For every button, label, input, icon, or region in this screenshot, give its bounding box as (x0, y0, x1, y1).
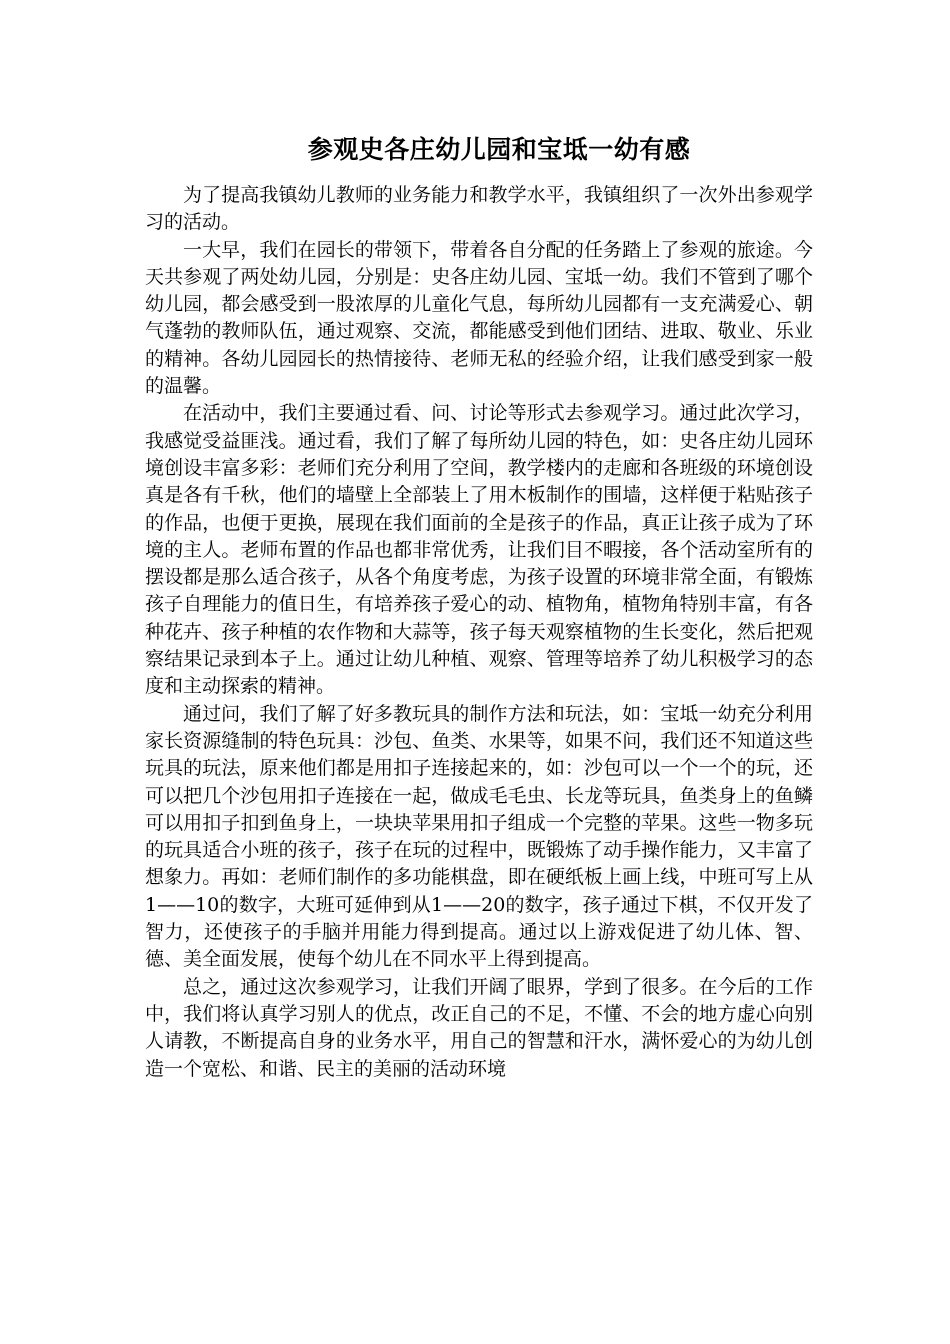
document-body (145, 130, 813, 1083)
paragraph-inquiry: 通过问，我们了解了好多教玩具的制作方法和玩法，如：宝坻一幼充分利用家长资源缝制的特色玩具：沙包、鱼类、水果等，如果不问，我们还不知道这些玩具的玩法，原来他们都是用扣子连接起来的，如：沙包可以一个一个的玩，还可以把几个沙包用扣子连接在一起，做成毛毛虫、长龙等玩具，鱼类身上的鱼鳞可以用扣子扣到鱼身上，一块块苹果用扣子组成一个完整的苹果。这些一物多玩的玩具适合小班的孩子，孩子在玩的过程中，既锻炼了动手操作能力，又丰富了想象力。再如：老师们制作的多功能棋盘，即在硬纸板上画上线，中班可写上从1——10的数字，大班可延伸到从1——20的数字，孩子通过下棋，不仅开发了智力，还使孩子的手脑并用能力得到提高。通过以上游戏促进了幼儿体、智、德、美全面发展，使每个幼儿在不同水平上得到提高。 (145, 702, 813, 971)
paragraph-conclusion: 总之，通过这次参观学习，让我们开阔了眼界，学到了很多。在今后的工作中，我们将认真学习别人的优点，改正自己的不足，不懂、不会的地方虚心向别人请教，不断提高自身的业务水平，用自己的智慧和汗水，满怀爱心的为幼儿创造一个宽松、和谐、民主的美丽的活动环境 (145, 975, 813, 1080)
paragraph-visit-overview: 一大早，我们在园长的带领下，带着各自分配的任务踏上了参观的旅途。今天共参观了两处幼儿园，分别是：史各庄幼儿园、宝坻一幼。我们不管到了哪个幼儿园，都会感受到一股浓厚的儿童化气息，每所幼儿园都有一支充满爱心、朝气蓬勃的教师队伍，通过观察、交流，都能感受到他们团结、进取、敬业、乐业的精神。各幼儿园园长的热情接待、老师无私的经验介绍，让我们感受到家一般的温馨。 (145, 238, 813, 398)
document-title: 参观史各庄幼儿园和宝坻一幼有感 (307, 135, 691, 164)
paragraph-observation: 在活动中，我们主要通过看、问、讨论等形式去参观学习。通过此次学习，我感觉受益匪浅。通过看，我们了解了每所幼儿园的特色，如：史各庄幼儿园环境创设丰富多彩：老师们充分利用了空间，教学楼内的走廊和各班级的环境创设真是各有千秋，他们的墙壁上全部装上了用木板制作的围墙，这样便于粘贴孩子的作品，也便于更换，展现在我们面前的全是孩子的作品，真正让孩子成为了环境的主人。老师布置的作品也都非常优秀，让我们目不暇接，各个活动室所有的摆设都是那么适合孩子，从各个角度考虑，为孩子设置的环境非常全面，有锻炼孩子自理能力的值日生，有培养孩子爱心的动、植物角，植物角特别丰富，有各种花卉、孩子种植的农作物和大蒜等，孩子每天观察植物的生长变化，然后把观察结果记录到本子上。通过让幼儿种植、观察、管理等培养了幼儿积极学习的态度和主动探索的精神。 (145, 402, 813, 698)
paragraph-intro: 为了提高我镇幼儿教师的业务能力和教学水平，我镇组织了一次外出参观学习的活动。 (145, 184, 813, 234)
